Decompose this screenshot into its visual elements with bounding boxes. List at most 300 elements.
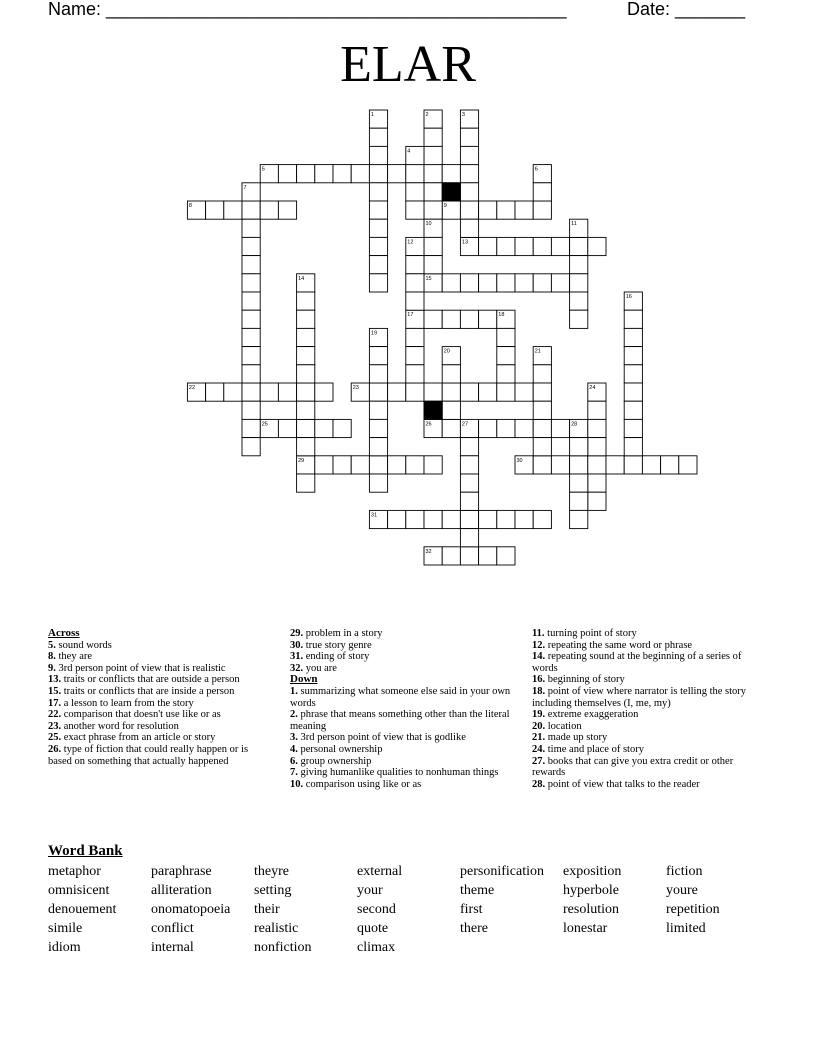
grid-cell[interactable] (460, 165, 478, 183)
grid-cell[interactable] (479, 547, 497, 565)
clue-across (48, 709, 273, 721)
grid-cell[interactable] (570, 510, 588, 528)
clue-number: 32. (290, 662, 304, 674)
word-bank-item: second (357, 902, 396, 917)
cell-number: 1 (370, 112, 374, 118)
word-bank-item: hyperbole (563, 883, 619, 898)
word-bank-item: conflict (151, 921, 194, 936)
grid-cell[interactable] (460, 547, 478, 565)
grid-cell[interactable] (497, 510, 515, 528)
grid-cell[interactable] (242, 365, 260, 383)
grid-cell[interactable] (606, 456, 624, 474)
grid-cell[interactable] (260, 201, 278, 219)
grid-cell[interactable] (533, 183, 551, 201)
clue-text: summarizing what someone else said in your own words (290, 685, 511, 709)
grid-cell[interactable] (297, 328, 315, 346)
grid-cell[interactable] (588, 456, 606, 474)
clue-across (48, 651, 273, 663)
grid-cell[interactable] (406, 365, 424, 383)
grid-cell[interactable] (424, 456, 442, 474)
grid-cell[interactable] (369, 456, 387, 474)
grid-cell[interactable] (624, 419, 642, 437)
grid-cell[interactable] (297, 419, 315, 437)
word-bank-item: limited (666, 921, 706, 936)
word-bank-item: alliteration (151, 883, 212, 898)
grid-cell[interactable] (460, 474, 478, 492)
grid-cell[interactable] (242, 237, 260, 255)
clue-text: traits or conflicts that are inside a person (61, 685, 235, 697)
grid-cell[interactable] (297, 310, 315, 328)
grid-cell[interactable] (424, 183, 442, 201)
grid-cell[interactable] (460, 492, 478, 510)
grid-cell[interactable] (588, 438, 606, 456)
clue-number: 26. (48, 743, 62, 755)
grid-cell[interactable] (388, 383, 406, 401)
grid-cell[interactable] (624, 401, 642, 419)
grid-cell[interactable] (442, 310, 460, 328)
grid-cell[interactable] (497, 365, 515, 383)
grid-cell[interactable] (460, 219, 478, 237)
grid-cell[interactable] (242, 347, 260, 365)
word-bank-item: quote (357, 921, 389, 936)
grid-cell[interactable] (424, 383, 442, 401)
grid-cell[interactable] (369, 383, 387, 401)
grid-cell[interactable] (460, 146, 478, 164)
cell-number: 4 (407, 148, 411, 155)
grid-cell[interactable] (570, 274, 588, 292)
cell-number: 31 (370, 512, 378, 519)
clue-down (532, 686, 762, 709)
grid-cell[interactable] (515, 237, 533, 255)
grid-cell[interactable] (442, 547, 460, 565)
clue-text: phrase that means something other than the literal meaning (290, 709, 510, 732)
grid-cell[interactable] (369, 274, 387, 292)
grid-cell[interactable] (588, 419, 606, 437)
grid-cell[interactable] (369, 201, 387, 219)
grid-cell[interactable] (479, 201, 497, 219)
grid-cell[interactable] (206, 383, 224, 401)
clue-text: time and place of story (545, 743, 644, 755)
cell-number: 22 (188, 385, 196, 391)
grid-cell[interactable] (588, 474, 606, 492)
clue-across (48, 663, 273, 675)
grid-cell[interactable] (515, 419, 533, 437)
grid-cell[interactable] (642, 456, 660, 474)
clue-across (48, 698, 273, 710)
clue-down (532, 779, 762, 791)
grid-cell[interactable] (369, 419, 387, 437)
grid-cell[interactable] (624, 383, 642, 401)
clue-text: repeating sound at the beginning of a series of words (532, 651, 742, 674)
grid-cell[interactable] (242, 438, 260, 456)
grid-cell[interactable] (460, 510, 478, 528)
word-bank-item: personification (460, 864, 544, 879)
word-bank-item: fiction (666, 864, 703, 879)
grid-cell[interactable] (406, 183, 424, 201)
clue-down (532, 756, 762, 779)
grid-cell[interactable] (479, 383, 497, 401)
clue-number: 30. (290, 639, 304, 651)
grid-cell[interactable] (406, 328, 424, 346)
word-bank-item: there (460, 921, 488, 936)
grid-cell[interactable] (388, 510, 406, 528)
grid-cell[interactable] (297, 401, 315, 419)
grid-cell[interactable] (533, 201, 551, 219)
grid-cell[interactable] (497, 328, 515, 346)
grid-cell[interactable] (369, 474, 387, 492)
grid-cell[interactable] (515, 274, 533, 292)
grid-cell[interactable] (533, 274, 551, 292)
grid-cell[interactable] (424, 237, 442, 255)
black-cell (424, 401, 442, 419)
cell-number: 17 (407, 312, 414, 319)
clue-number: 2. (290, 709, 298, 721)
word-bank-item: setting (254, 883, 292, 898)
grid-cell[interactable] (406, 456, 424, 474)
clue-text: they are (55, 651, 93, 663)
cell-number: 15 (425, 275, 432, 282)
grid-cell[interactable] (333, 165, 351, 183)
grid-cell[interactable] (424, 128, 442, 146)
name-field[interactable]: Name: ______________________________________________ (48, 0, 567, 19)
grid-cell[interactable] (406, 292, 424, 310)
grid-cell[interactable] (624, 347, 642, 365)
grid-cell[interactable] (242, 256, 260, 274)
clue-text: another word for resolution (61, 720, 179, 732)
grid-cell[interactable] (369, 219, 387, 237)
clues-column-3 (532, 628, 762, 790)
grid-cell[interactable] (624, 310, 642, 328)
word-bank-item: first (460, 902, 483, 917)
grid-cell[interactable] (570, 237, 588, 255)
cell-number: 19 (370, 330, 378, 337)
grid-cell[interactable] (224, 383, 242, 401)
grid-cell[interactable] (351, 456, 369, 474)
word-bank-item: idiom (48, 940, 81, 955)
grid-cell[interactable] (570, 310, 588, 328)
word-bank-item: onomatopoeia (151, 902, 231, 917)
grid-cell[interactable] (369, 438, 387, 456)
word-bank-item: metaphor (48, 864, 101, 879)
grid-cell[interactable] (242, 383, 260, 401)
grid-cell[interactable] (460, 310, 478, 328)
grid-cell[interactable] (315, 165, 333, 183)
grid-cell[interactable] (406, 201, 424, 219)
word-bank-item: resolution (563, 902, 619, 917)
grid-cell[interactable] (369, 347, 387, 365)
cell-number: 9 (443, 203, 447, 209)
grid-cell[interactable] (242, 310, 260, 328)
clue-text: true story genre (303, 639, 372, 651)
grid-cell[interactable] (460, 383, 478, 401)
grid-cell[interactable] (242, 201, 260, 219)
grid-cell[interactable] (460, 183, 478, 201)
word-bank-item: your (357, 883, 383, 898)
clue-number: 5. (48, 639, 56, 651)
grid-cell[interactable] (497, 419, 515, 437)
grid-cell[interactable] (224, 201, 242, 219)
grid-cell[interactable] (624, 438, 642, 456)
cell-number: 20 (443, 348, 450, 355)
cell-number: 11 (571, 221, 577, 228)
grid-cell[interactable] (388, 165, 406, 183)
word-bank-item: climax (357, 940, 396, 955)
grid-cell[interactable] (497, 547, 515, 565)
word-bank-item: exposition (563, 864, 622, 879)
grid-cell[interactable] (424, 510, 442, 528)
clues-column-1 (48, 628, 273, 767)
grid-cell[interactable] (533, 456, 551, 474)
grid-cell[interactable] (533, 237, 551, 255)
grid-cell[interactable] (369, 401, 387, 419)
clue-number: 4. (290, 743, 298, 755)
clue-text: group ownership (297, 755, 372, 767)
clue-down (532, 709, 762, 721)
clue-down (290, 779, 515, 791)
grid-cell[interactable] (369, 365, 387, 383)
clue-text: beginning of story (545, 674, 625, 686)
grid-cell[interactable] (242, 328, 260, 346)
cell-number: 25 (261, 421, 268, 428)
grid-cell[interactable] (424, 146, 442, 164)
cell-number: 13 (461, 239, 469, 246)
clue-down (290, 744, 515, 756)
grid-cell[interactable] (570, 492, 588, 510)
grid-cell[interactable] (479, 510, 497, 528)
grid-cell[interactable] (551, 456, 569, 474)
grid-cell[interactable] (278, 383, 296, 401)
clue-number: 8. (48, 651, 56, 663)
grid-cell[interactable] (588, 237, 606, 255)
grid-cell[interactable] (242, 292, 260, 310)
grid-cell[interactable] (333, 419, 351, 437)
clue-text: turning point of story (544, 628, 637, 639)
grid-cell[interactable] (460, 128, 478, 146)
clue-number: 25. (48, 732, 62, 744)
clue-number: 14. (532, 651, 546, 663)
cell-number: 21 (534, 348, 541, 355)
word-bank-item: paraphrase (151, 864, 212, 879)
clue-across (48, 721, 273, 733)
grid-cell[interactable] (242, 419, 260, 437)
clue-down (532, 651, 762, 674)
grid-cell[interactable] (624, 365, 642, 383)
clue-across (48, 686, 273, 698)
clue-number: 28. (532, 778, 546, 790)
grid-cell[interactable] (442, 274, 460, 292)
word-bank-item: nonfiction (254, 940, 312, 955)
cell-number: 2 (425, 112, 429, 118)
grid-cell[interactable] (497, 383, 515, 401)
clue-text: type of fiction that could really happen or is based on something that actually happened (48, 743, 249, 767)
clue-number: 19. (532, 709, 546, 721)
grid-cell[interactable] (533, 383, 551, 401)
grid-cell[interactable] (479, 237, 497, 255)
clue-text: ending of story (303, 651, 370, 663)
clue-text: a lesson to learn from the story (61, 697, 194, 709)
grid-cell[interactable] (297, 438, 315, 456)
grid-cell[interactable] (442, 165, 460, 183)
grid-cell[interactable] (406, 274, 424, 292)
grid-cell[interactable] (533, 419, 551, 437)
grid-cell[interactable] (588, 492, 606, 510)
grid-cell[interactable] (515, 201, 533, 219)
grid-cell[interactable] (406, 256, 424, 274)
grid-cell[interactable] (624, 456, 642, 474)
clue-text: 3rd person point of view that is realistic (55, 662, 226, 674)
clue-number: 11. (532, 628, 545, 639)
grid-cell[interactable] (551, 274, 569, 292)
cell-number: 16 (625, 294, 632, 300)
clue-number: 24. (532, 743, 546, 755)
clue-number: 23. (48, 720, 62, 732)
black-cell (442, 183, 460, 201)
grid-cell[interactable] (497, 274, 515, 292)
grid-cell[interactable] (533, 365, 551, 383)
grid-cell[interactable] (661, 456, 679, 474)
grid-cell[interactable] (315, 456, 333, 474)
grid-cell[interactable] (515, 510, 533, 528)
grid-cell[interactable] (570, 456, 588, 474)
clue-text: extreme exaggeration (545, 709, 639, 721)
word-bank-item: youre (666, 883, 698, 898)
grid-cell[interactable] (551, 237, 569, 255)
grid-cell[interactable] (369, 128, 387, 146)
grid-cell[interactable] (570, 256, 588, 274)
grid-cell[interactable] (297, 474, 315, 492)
grid-cell[interactable] (479, 274, 497, 292)
clue-text: exact phrase from an article or story (61, 732, 216, 744)
clue-number: 3. (290, 732, 298, 744)
grid-cell[interactable] (424, 201, 442, 219)
grid-cell[interactable] (278, 201, 296, 219)
grid-cell[interactable] (442, 419, 460, 437)
grid-cell[interactable] (570, 292, 588, 310)
grid-cell[interactable] (570, 474, 588, 492)
grid-cell[interactable] (369, 237, 387, 255)
clue-text: repeating the same word or phrase (545, 639, 693, 651)
grid-cell[interactable] (260, 383, 278, 401)
grid-cell[interactable] (424, 310, 442, 328)
grid-cell[interactable] (278, 419, 296, 437)
clue-number: 6. (290, 755, 298, 767)
grid-cell[interactable] (460, 201, 478, 219)
grid-cell[interactable] (460, 438, 478, 456)
grid-cell[interactable] (315, 383, 333, 401)
cell-number: 12 (407, 239, 414, 246)
clue-number: 9. (48, 662, 56, 674)
cell-number: 7 (243, 184, 247, 191)
grid-cell[interactable] (242, 274, 260, 292)
cell-number: 14 (298, 275, 305, 282)
clue-number: 18. (532, 685, 546, 697)
cell-number: 10 (425, 221, 432, 228)
clue-text: you are (303, 662, 337, 674)
grid-cell[interactable] (242, 219, 260, 237)
grid-cell[interactable] (442, 365, 460, 383)
grid-cell[interactable] (533, 438, 551, 456)
grid-cell[interactable] (533, 510, 551, 528)
cell-number: 23 (352, 385, 359, 391)
grid-cell[interactable] (515, 383, 533, 401)
clue-text: problem in a story (303, 628, 383, 639)
word-bank-item: omnisicent (48, 883, 110, 898)
grid-cell[interactable] (624, 328, 642, 346)
grid-cell[interactable] (497, 347, 515, 365)
grid-cell[interactable] (424, 165, 442, 183)
clue-number: 1. (290, 685, 298, 697)
grid-cell[interactable] (351, 165, 369, 183)
grid-cell[interactable] (479, 419, 497, 437)
grid-cell[interactable] (242, 401, 260, 419)
grid-cell[interactable] (297, 383, 315, 401)
clue-text: made up story (545, 732, 608, 744)
grid-cell[interactable] (406, 383, 424, 401)
grid-cell[interactable] (533, 401, 551, 419)
grid-cell[interactable] (679, 456, 697, 474)
grid-cell[interactable] (424, 256, 442, 274)
clue-across (48, 744, 273, 767)
word-bank-item: denouement (48, 902, 117, 917)
grid-cell[interactable] (388, 456, 406, 474)
grid-cell[interactable] (333, 456, 351, 474)
clue-down (532, 640, 762, 652)
cell-number: 5 (261, 166, 265, 173)
word-bank-item: external (357, 864, 403, 879)
clue-number: 7. (290, 767, 298, 779)
grid-cell[interactable] (460, 274, 478, 292)
grid-cell[interactable] (588, 401, 606, 419)
grid-cell[interactable] (442, 383, 460, 401)
grid-cell[interactable] (297, 365, 315, 383)
grid-cell[interactable] (406, 510, 424, 528)
grid-cell[interactable] (479, 310, 497, 328)
clue-text: location (545, 720, 582, 732)
grid-cell[interactable] (369, 146, 387, 164)
word-bank-title: Word Bank (48, 843, 123, 859)
grid-cell[interactable] (297, 347, 315, 365)
grid-cell[interactable] (297, 292, 315, 310)
grid-cell[interactable] (442, 401, 460, 419)
word-bank-item: theyre (254, 864, 289, 879)
grid-cell[interactable] (551, 419, 569, 437)
grid-cell[interactable] (278, 165, 296, 183)
clue-text: point of view where narrator is telling the story including themselves (I, me, my) (532, 685, 747, 709)
grid-cell[interactable] (206, 201, 224, 219)
clue-number: 20. (532, 720, 546, 732)
grid-cell[interactable] (369, 256, 387, 274)
grid-cell[interactable] (460, 456, 478, 474)
clue-across (290, 628, 515, 640)
grid-cell[interactable] (570, 438, 588, 456)
grid-cell[interactable] (497, 201, 515, 219)
grid-cell[interactable] (406, 165, 424, 183)
cell-number: 6 (534, 166, 538, 173)
grid-cell[interactable] (406, 347, 424, 365)
word-bank-item: their (254, 902, 280, 917)
grid-cell[interactable] (497, 237, 515, 255)
clue-text: giving humanlike qualities to nonhuman things (297, 767, 499, 779)
grid-cell[interactable] (369, 165, 387, 183)
clue-number: 21. (532, 732, 546, 744)
grid-cell[interactable] (297, 165, 315, 183)
grid-cell[interactable] (442, 510, 460, 528)
clue-across (290, 640, 515, 652)
grid-cell[interactable] (315, 419, 333, 437)
date-field[interactable]: Date: _______ (627, 0, 746, 19)
grid-cell[interactable] (460, 529, 478, 547)
grid-cell[interactable] (369, 183, 387, 201)
